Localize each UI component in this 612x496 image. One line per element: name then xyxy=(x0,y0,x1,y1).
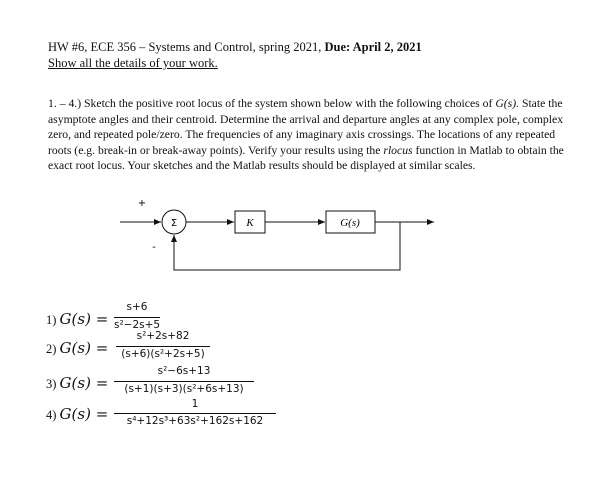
eq2-fraction-bar xyxy=(116,346,210,347)
eq1-fraction-bar xyxy=(114,317,160,318)
problem-body: State the asymptote angles and their centroid. Determine the arrival and departure angles at any complex pole, complex zero, and repeated pole/zero. The frequencies of any imaginary axis crossings. The locations of any repeated roots (e.g. break-in or break-away points). Verify your results using the xyxy=(48,97,564,157)
eq3-numerator: s²−6s+13 xyxy=(157,365,211,377)
eq3-fraction-bar xyxy=(114,381,254,382)
eq2-lhs: G(s) = xyxy=(59,339,109,357)
eq2-denominator: (s+6)(s²+2s+5) xyxy=(121,348,205,360)
course-title: HW #6, ECE 356 – Systems and Control, spring 2021, xyxy=(48,40,322,54)
problem-intro-g: G(s). xyxy=(495,97,520,110)
rlocus-keyword: rlocus xyxy=(383,143,413,157)
eq1-number: 1) xyxy=(46,313,57,327)
equation-2 xyxy=(46,339,108,357)
plus-sign: + xyxy=(137,198,147,209)
problem-intro: 1. – 4.) Sketch the positive root locus of the system shown below with the following choices of xyxy=(48,97,493,110)
problem-rest: function in Matlab to obtain the exact root locus. Your sketches and the Matlab results should be displayed at similar scales. xyxy=(48,143,564,173)
eq2-numerator: s²+2s+82 xyxy=(136,330,190,342)
instruction: Show all the details of your work. xyxy=(48,56,218,70)
eq4-fraction-bar xyxy=(114,413,276,414)
feedback-path xyxy=(174,222,400,270)
sum-symbol: Σ xyxy=(170,218,178,229)
eq1-numerator: s+6 xyxy=(126,301,148,313)
eq1-denominator: s²−2s+5 xyxy=(114,319,161,331)
eq4-denominator: s⁴+12s³+63s²+162s+162 xyxy=(126,415,264,427)
problem-statement xyxy=(48,96,568,174)
equation-3 xyxy=(46,374,108,392)
eq3-number: 3) xyxy=(46,377,57,391)
eq4-numerator: 1 xyxy=(191,398,199,410)
minus-sign: - xyxy=(152,242,156,253)
eq1-lhs: G(s) = xyxy=(59,310,109,328)
eq4-lhs: G(s) = xyxy=(59,405,109,423)
equation-4 xyxy=(46,405,108,423)
equation-1 xyxy=(46,310,108,328)
eq3-lhs: G(s) = xyxy=(59,374,109,392)
block-diagram xyxy=(120,198,450,278)
due-date: Due: April 2, 2021 xyxy=(324,40,422,54)
eq2-number: 2) xyxy=(46,342,57,356)
eq4-number: 4) xyxy=(46,408,57,422)
plant-label: G(s) xyxy=(340,217,360,229)
eq3-denominator: (s+1)(s+3)(s²+6s+13) xyxy=(124,383,244,395)
gain-label: K xyxy=(246,217,254,229)
header-title xyxy=(48,40,422,55)
